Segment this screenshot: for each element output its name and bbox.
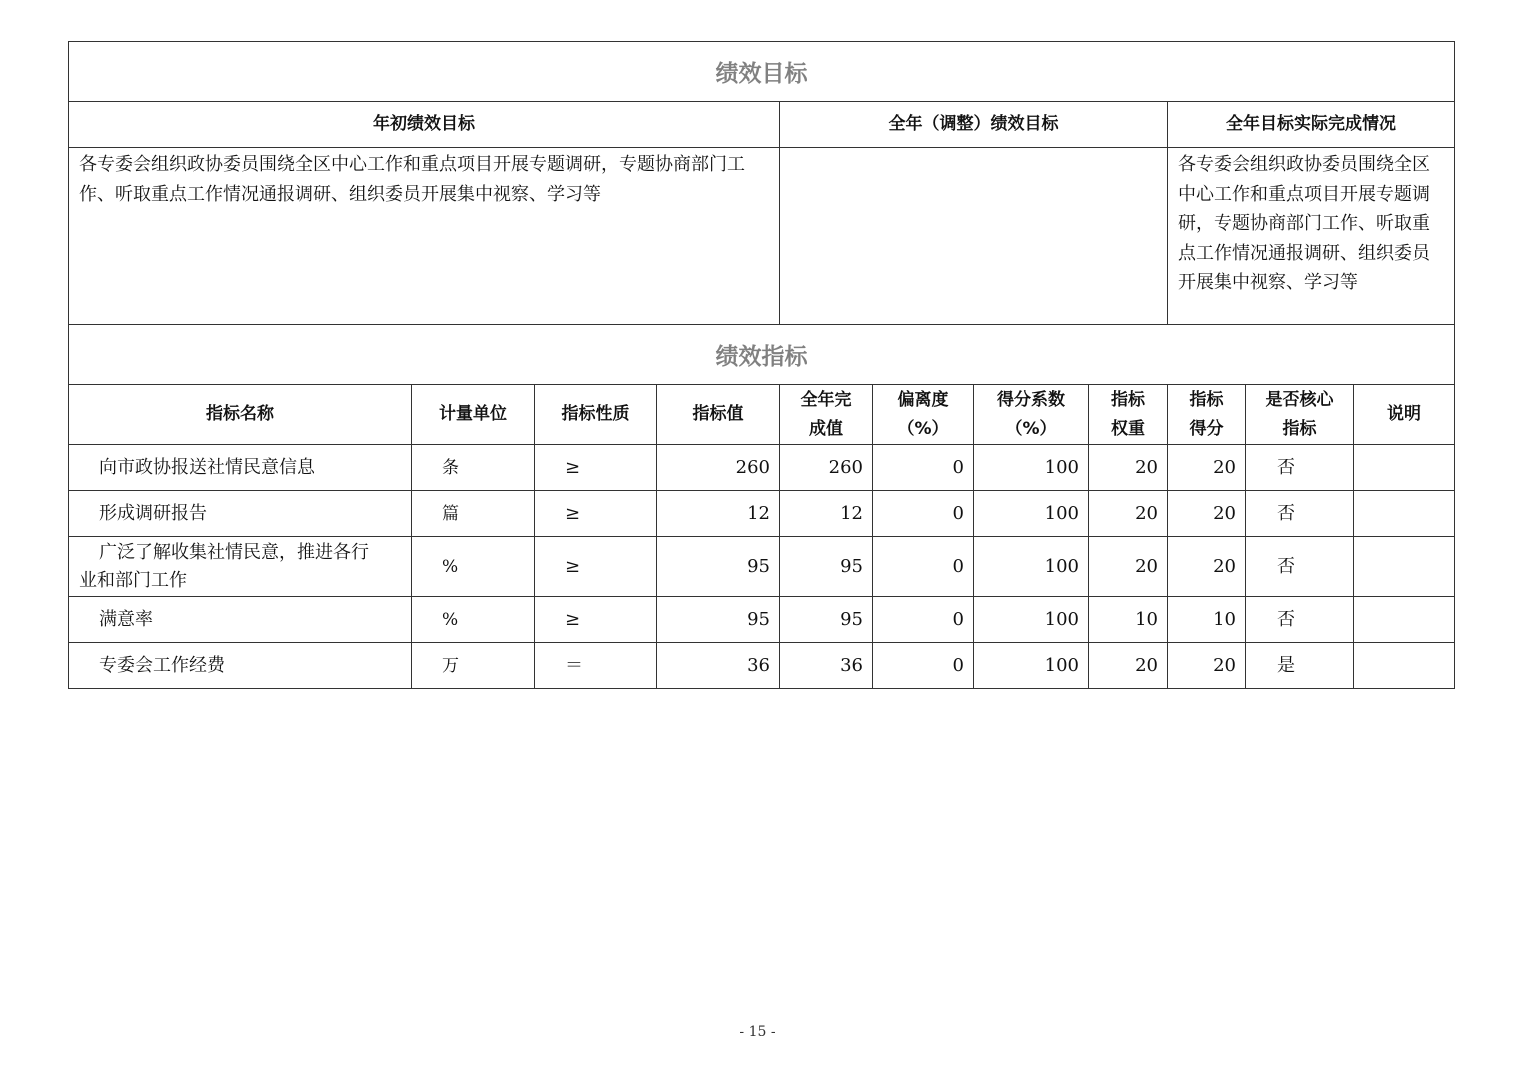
col-header-deviation-line2: （%） [897,418,949,439]
col-header-core-line1: 是否核心 [1265,389,1334,410]
col-header-nature: 指标性质 [535,385,657,445]
indicator-unit: 篇 [412,491,535,537]
indicator-name-text: 满意率 [99,608,153,630]
indicator-coefficient: 100 [974,643,1089,689]
indicator-note [1354,597,1455,643]
col-header-value: 指标值 [657,385,780,445]
col-header-weight-line1: 指标 [1111,389,1145,410]
initial-goal-text: 各专委会组织政协委员围绕全区中心工作和重点项目开展专题调研，专题协商部门工作、听取重点工作情况通报调研、组织委员开展集中视察、学习等 [69,148,780,325]
indicator-value: 36 [657,643,780,689]
indicator-nature: ≥ [535,597,657,643]
indicator-coefficient: 100 [974,445,1089,491]
indicator-name-text: 专委会工作经费 [99,654,225,676]
indicator-coefficient: 100 [974,537,1089,597]
table-row [69,537,1455,597]
col-header-completed-line2: 成值 [809,418,843,439]
indicator-completed: 95 [780,597,873,643]
indicator-deviation: 0 [873,597,974,643]
indicator-name-line2: 业和部门工作 [79,569,187,591]
col-header-score-line2: 得分 [1189,418,1224,439]
page-number: - 15 - [739,1024,776,1040]
goals-section-title: 绩效目标 [69,42,1455,102]
col-header-deviation-line1: 偏离度 [897,389,949,410]
indicator-note [1354,537,1455,597]
col-header-completed [780,385,873,445]
indicator-deviation: 0 [873,537,974,597]
indicator-nature: ≥ [535,491,657,537]
indicator-nature: ≥ [535,537,657,597]
indicator-score: 20 [1168,537,1246,597]
indicator-note [1354,445,1455,491]
table-row [69,597,1455,643]
indicator-score: 10 [1168,597,1246,643]
table-row [69,491,1455,537]
indicator-value: 12 [657,491,780,537]
col-header-weight-line2: 权重 [1111,418,1145,439]
indicator-unit: % [412,597,535,643]
indicator-core: 否 [1246,597,1354,643]
col-header-note: 说明 [1354,385,1455,445]
indicator-score: 20 [1168,445,1246,491]
col-header-coefficient [974,385,1089,445]
indicator-nature: ＝ [535,643,657,689]
indicator-core: 是 [1246,643,1354,689]
indicator-nature: ≥ [535,445,657,491]
indicator-name [69,537,412,597]
indicator-core: 否 [1246,445,1354,491]
indicator-deviation: 0 [873,445,974,491]
col-header-core [1246,385,1354,445]
table-row [69,445,1455,491]
indicator-unit: % [412,537,535,597]
indicator-weight: 20 [1089,643,1168,689]
col-header-core-line2: 指标 [1282,418,1317,439]
col-header-completed-line1: 全年完 [800,389,852,410]
indicator-score: 20 [1168,643,1246,689]
col-header-weight [1089,385,1168,445]
col-header-coefficient-line1: 得分系数 [997,389,1065,410]
table-row [69,643,1455,689]
col-header-coefficient-line2: （%） [1005,418,1057,439]
indicator-unit: 万 [412,643,535,689]
indicator-value: 260 [657,445,780,491]
indicator-deviation: 0 [873,491,974,537]
indicator-completed: 95 [780,537,873,597]
indicator-weight: 20 [1089,491,1168,537]
indicator-completed: 36 [780,643,873,689]
col-header-unit: 计量单位 [412,385,535,445]
indicator-unit: 条 [412,445,535,491]
indicator-weight: 20 [1089,537,1168,597]
indicator-name [69,491,412,537]
indicators-section-title: 绩效指标 [69,325,1455,385]
indicator-name-text: 向市政协报送社情民意信息 [99,456,315,478]
indicator-name [69,597,412,643]
col-header-name: 指标名称 [69,385,412,445]
actual-completion-header: 全年目标实际完成情况 [1168,102,1455,148]
indicator-name-line1: 广泛了解收集社情民意，推进各行 [99,541,369,563]
col-header-score-line1: 指标 [1189,389,1224,410]
adjusted-goal-text [780,148,1168,325]
indicator-score: 20 [1168,491,1246,537]
initial-goal-header: 年初绩效目标 [69,102,780,148]
indicator-deviation: 0 [873,643,974,689]
indicator-name [69,445,412,491]
col-header-deviation [873,385,974,445]
indicator-weight: 20 [1089,445,1168,491]
indicator-note [1354,491,1455,537]
indicator-value: 95 [657,537,780,597]
indicator-completed: 260 [780,445,873,491]
indicator-note [1354,643,1455,689]
indicator-weight: 10 [1089,597,1168,643]
actual-completion-text: 各专委会组织政协委员围绕全区中心工作和重点项目开展专题调研，专题协商部门工作、听取重点工作情况通报调研、组织委员开展集中视察、学习等 [1168,148,1455,325]
indicator-name [69,643,412,689]
indicator-core: 否 [1246,491,1354,537]
adjusted-goal-header: 全年（调整）绩效目标 [780,102,1168,148]
indicator-coefficient: 100 [974,491,1089,537]
indicator-name-text: 形成调研报告 [99,502,207,524]
indicator-completed: 12 [780,491,873,537]
indicator-coefficient: 100 [974,597,1089,643]
indicator-value: 95 [657,597,780,643]
col-header-score [1168,385,1246,445]
performance-table [68,41,1455,689]
indicator-core: 否 [1246,537,1354,597]
